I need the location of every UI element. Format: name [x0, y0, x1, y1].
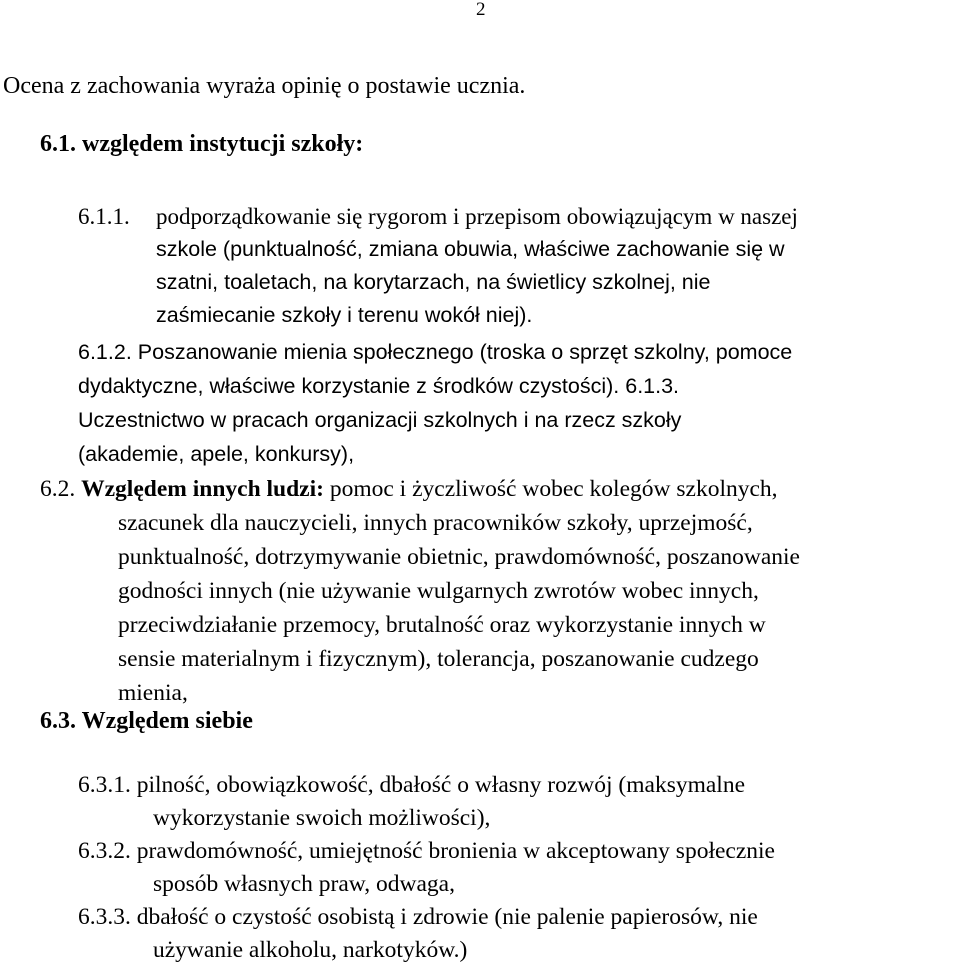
section-6-3-list: [78, 769, 958, 967]
section-6-2-line: mienia,: [118, 680, 188, 706]
block-line: 6.1.2. Poszanowanie mienia społecznego (troska o sprzęt szkolny, pomoce: [78, 340, 793, 364]
section-6-3-heading: 6.3. Względem siebie: [40, 708, 253, 734]
list-item-6-3-1: 6.3.1. pilność, obowiązkowość, dbałość o własny rozwój (maksymalne: [78, 772, 746, 798]
item-line: podporządkowanie się rygorom i przepisom obowiązującym w naszej: [156, 204, 798, 229]
item-line: zaśmiecanie szkoły i terenu wokół niej).: [156, 303, 533, 327]
list-item-6-1-1: [78, 200, 958, 332]
item-line: szkole (punktualność, zmiana obuwia, właściwe zachowanie się w: [156, 237, 785, 261]
page-number: 2: [476, 0, 486, 20]
list-item-6-3-3-cont: używanie alkoholu, narkotyków.): [153, 937, 468, 963]
list-items-6-1-2-and-6-1-3: [78, 335, 958, 471]
section-6-2-line: punktualność, dotrzymywanie obietnic, prawdomówność, poszanowanie: [118, 544, 800, 570]
intro-paragraph: Ocena z zachowania wyraża opinię o postawie ucznia.: [3, 73, 526, 99]
list-item-6-3-3: 6.3.3. dbałość o czystość osobistą i zdrowie (nie palenie papierosów, nie: [78, 904, 758, 930]
section-6-2-text: pomoc i życzliwość wobec kolegów szkolnych,: [329, 476, 778, 502]
item-line: szatni, toaletach, na korytarzach, na świetlicy szkolnej, nie: [156, 270, 711, 294]
item-number: 6.1.1.: [78, 204, 130, 229]
section-6-2-line: szacunek dla nauczycieli, innych pracowników szkoły, uprzejmość,: [118, 510, 753, 536]
list-item-6-3-1-cont: wykorzystanie swoich możliwości),: [153, 805, 491, 831]
section-6-2-line: przeciwdziałanie przemocy, brutalność oraz wykorzystanie innych w: [118, 612, 766, 638]
section-6-2-number: 6.2.: [40, 476, 76, 502]
list-item-6-3-2: 6.3.2. prawdomówność, umiejętność bronienia w akceptowany społecznie: [78, 838, 775, 864]
section-6-2-heading: Względem innych ludzi:: [81, 476, 324, 502]
section-6-2-line: sensie materialnym i fizycznym), tolerancja, poszanowanie cudzego: [118, 646, 759, 672]
block-line: dydaktyczne, właściwe korzystanie z środków czystości). 6.1.3.: [78, 374, 680, 398]
block-line: Uczestnictwo w pracach organizacji szkolnych i na rzecz szkoły: [78, 408, 682, 432]
item-body: [156, 200, 960, 332]
section-6-2-first-line: [40, 472, 958, 506]
section-6-1-heading: 6.1. względem instytucji szkoły:: [40, 131, 364, 157]
section-6-2: [40, 472, 958, 710]
block-line: (akademie, apele, konkursy),: [78, 442, 355, 466]
list-item-6-3-2-cont: sposób własnych praw, odwaga,: [153, 871, 455, 897]
section-6-2-line: godności innych (nie używanie wulgarnych zwrotów wobec innych,: [118, 578, 759, 604]
